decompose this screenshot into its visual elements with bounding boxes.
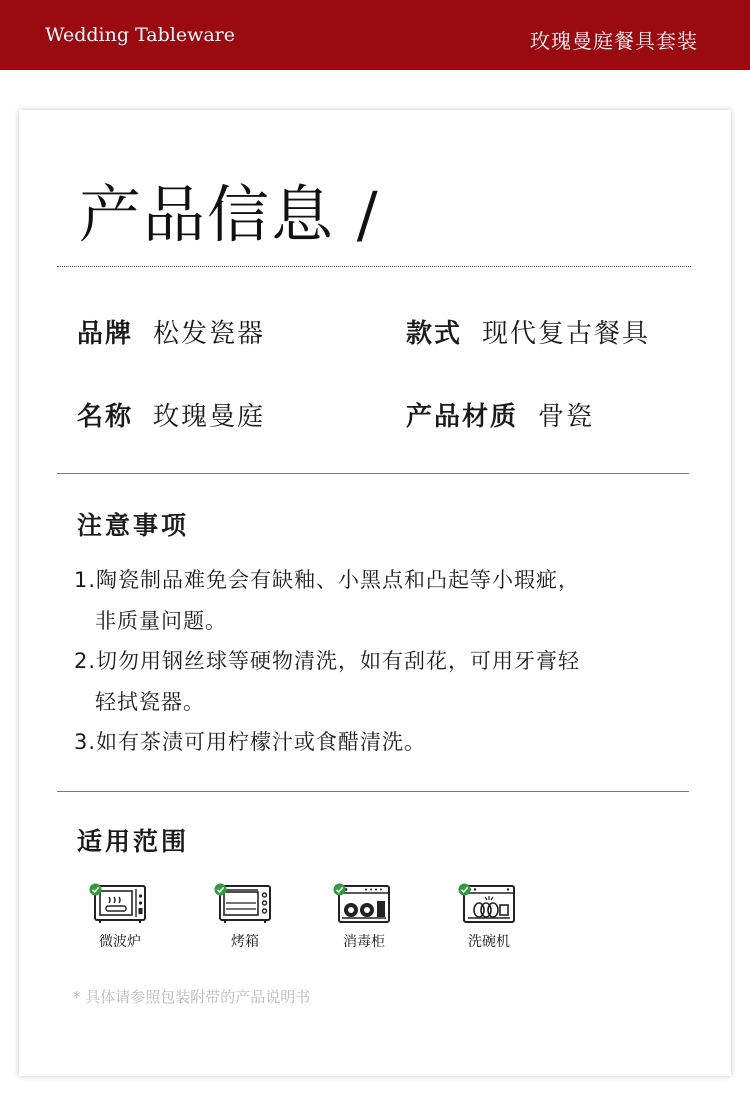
info-material-key: 产品材质	[406, 402, 519, 432]
usage-label-microwave: 微波炉	[99, 934, 141, 950]
usage-item-microwave	[75, 883, 165, 951]
note-line: 2.切勿用钢丝球等硬物清洗，如有刮花，可用牙膏轻	[74, 649, 581, 673]
usage-label-oven: 烤箱	[231, 934, 259, 950]
note-line: 非质量问题。	[95, 608, 227, 633]
section-divider	[57, 473, 689, 474]
usage-item-dishwasher	[444, 883, 534, 951]
note-line: 1.陶瓷制品难免会有缺釉、小黑点和凸起等小瑕疵，	[74, 568, 581, 592]
info-material-value: 骨瓷	[538, 402, 595, 432]
check-icon	[458, 883, 471, 896]
info-brand	[77, 313, 265, 350]
info-name-key: 名称	[77, 402, 134, 432]
check-icon	[214, 883, 227, 896]
notes-title: 注意事项	[77, 511, 190, 540]
section-divider	[57, 791, 689, 792]
info-style	[406, 313, 650, 350]
header-left-text: Wedding Tableware	[45, 24, 235, 46]
header-right-text: 玫瑰曼庭餐具套装	[530, 29, 698, 53]
info-name-value: 玫瑰曼庭	[153, 402, 266, 432]
dotted-divider	[57, 266, 691, 267]
header-bar	[0, 0, 750, 70]
note-line: 3.如有茶渍可用柠檬汁或食醋清洗。	[74, 730, 427, 754]
page-title: 产品信息 /	[79, 178, 380, 251]
footnote: * 具体请参照包装附带的产品说明书	[73, 988, 311, 1006]
product-info-card	[19, 110, 731, 1076]
usage-label-dishwasher: 洗碗机	[468, 934, 510, 950]
check-icon	[333, 883, 346, 896]
info-style-key: 款式	[406, 319, 463, 349]
info-material	[406, 396, 594, 433]
usage-item-oven	[200, 883, 290, 951]
info-style-value: 现代复古餐具	[482, 319, 651, 349]
note-line: 轻拭瓷器。	[95, 689, 205, 714]
info-name	[77, 396, 265, 433]
usage-item-sterilizer	[319, 883, 409, 951]
check-icon	[89, 883, 102, 896]
usage-title: 适用范围	[77, 827, 190, 856]
info-brand-key: 品牌	[77, 319, 134, 349]
usage-label-sterilizer: 消毒柜	[343, 934, 385, 950]
notes-list	[74, 560, 580, 763]
info-brand-value: 松发瓷器	[153, 319, 266, 349]
